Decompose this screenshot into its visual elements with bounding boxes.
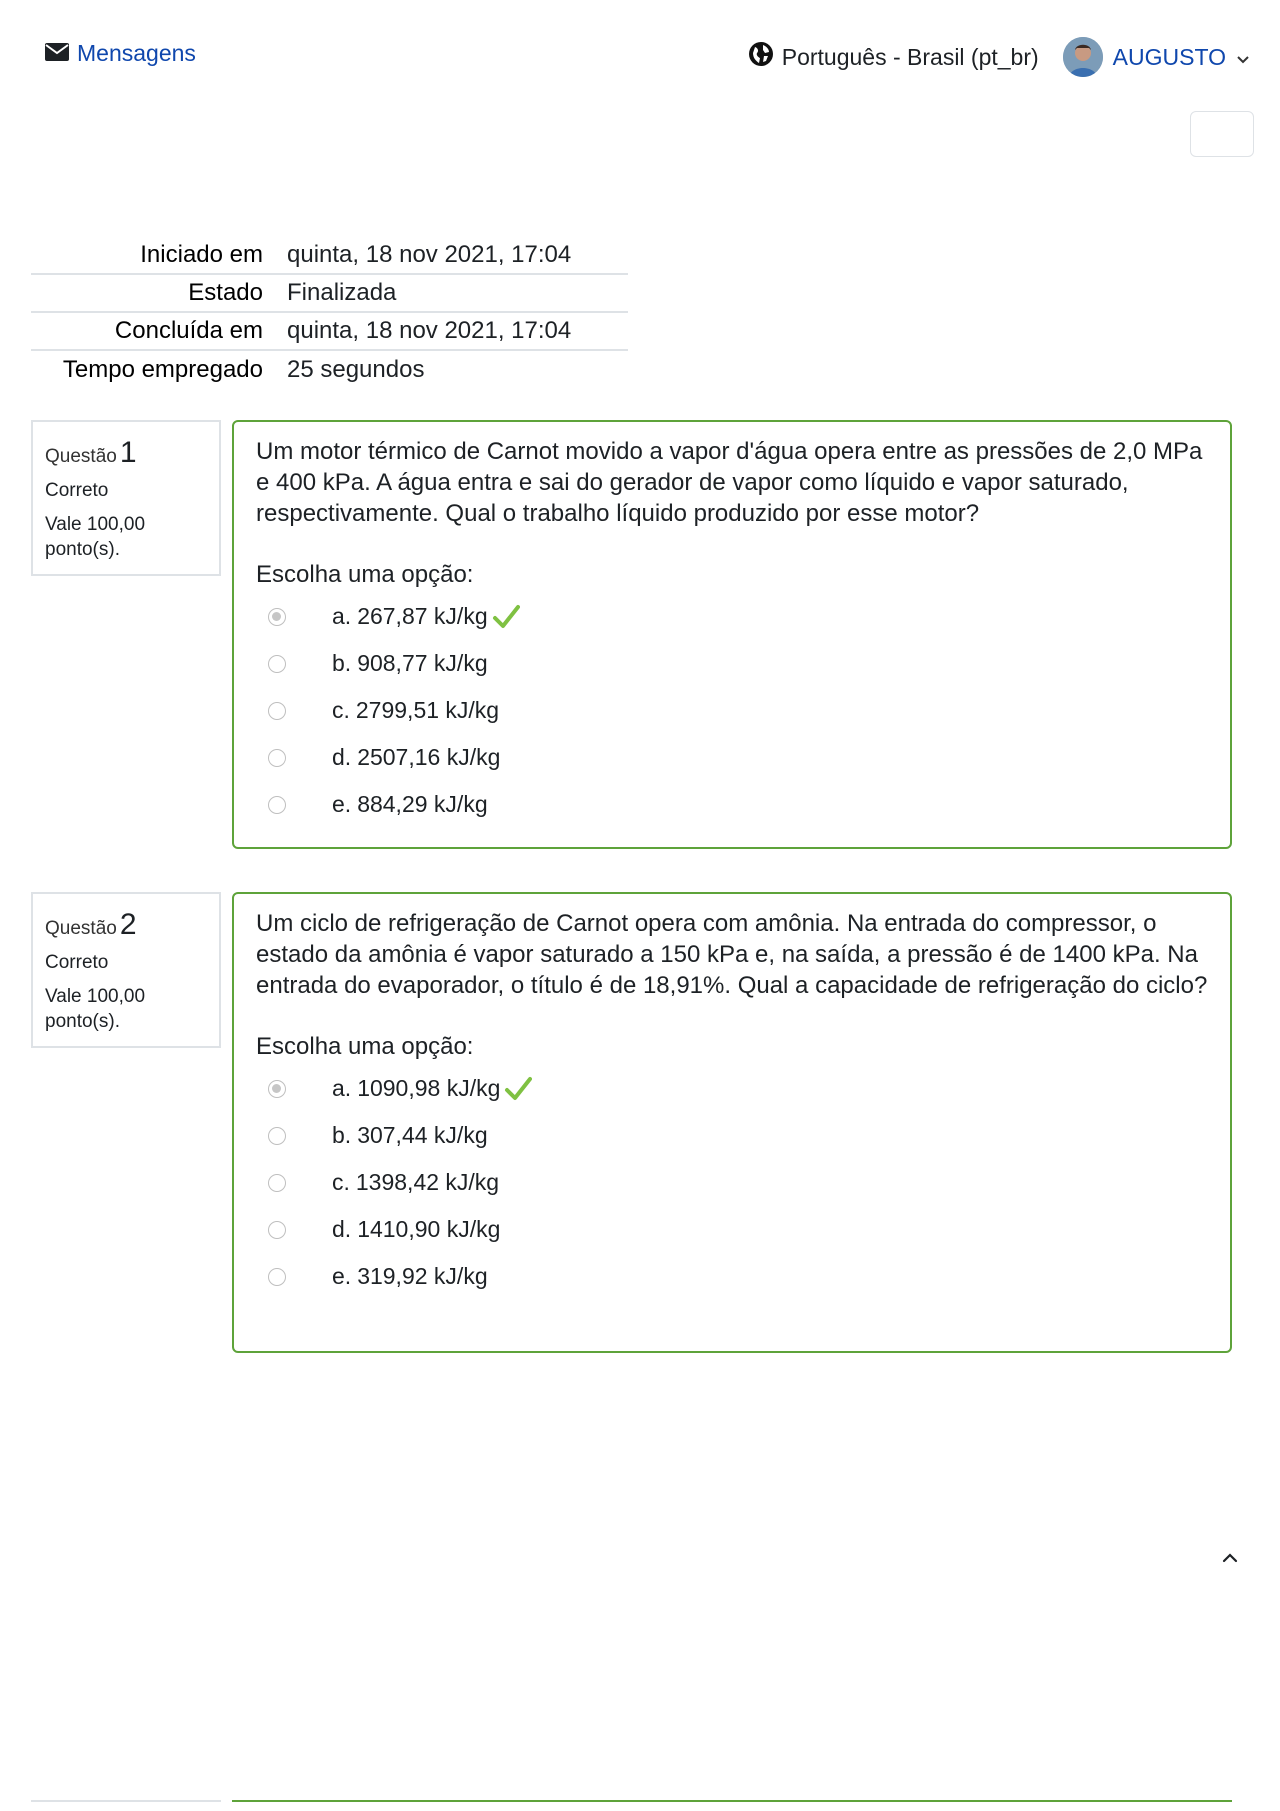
question-state: Correto bbox=[45, 952, 109, 973]
answer-option[interactable] bbox=[256, 781, 1208, 828]
answer-text: 1410,90 kJ/kg bbox=[357, 1216, 501, 1242]
answer-list bbox=[256, 593, 1208, 828]
messages-label: Mensagens bbox=[77, 40, 196, 66]
answer-option[interactable] bbox=[256, 1206, 1208, 1253]
chevron-up-icon bbox=[1219, 1556, 1241, 1573]
radio-button[interactable] bbox=[268, 1268, 286, 1286]
user-name: AUGUSTO bbox=[1112, 43, 1226, 70]
answer-text: 319,92 kJ/kg bbox=[357, 1263, 488, 1289]
block-drawer-button[interactable] bbox=[1190, 111, 1254, 157]
answer-option[interactable] bbox=[256, 1159, 1208, 1206]
radio-button[interactable] bbox=[268, 655, 286, 673]
question-2-content bbox=[232, 892, 1232, 1353]
radio-button[interactable] bbox=[268, 749, 286, 767]
answer-text: 2799,51 kJ/kg bbox=[355, 697, 500, 723]
next-question-content-edge bbox=[232, 1800, 1232, 1802]
answer-list bbox=[256, 1065, 1208, 1300]
summary-row-state bbox=[31, 274, 628, 312]
radio-button[interactable] bbox=[268, 1174, 286, 1192]
quiz-summary-table bbox=[31, 236, 628, 388]
summary-label: Concluída em bbox=[114, 317, 263, 344]
messages-link[interactable] bbox=[45, 40, 196, 67]
summary-value: quinta, 18 nov 2021, 17:04 bbox=[287, 317, 572, 344]
answer-prompt: Escolha uma opção: bbox=[256, 561, 474, 588]
answer-letter: a. bbox=[332, 1075, 352, 1101]
globe-icon bbox=[748, 41, 774, 73]
answer-text: 1090,98 kJ/kg bbox=[357, 1075, 501, 1101]
back-to-top-button[interactable] bbox=[1219, 1547, 1241, 1569]
summary-row-started bbox=[31, 236, 628, 274]
answer-text: 908,77 kJ/kg bbox=[357, 650, 488, 676]
answer-option[interactable] bbox=[256, 593, 1208, 640]
radio-button[interactable] bbox=[268, 796, 286, 814]
answer-letter: b. bbox=[332, 650, 352, 676]
question-2-info bbox=[31, 892, 221, 1048]
answer-option[interactable] bbox=[256, 640, 1208, 687]
radio-button-selected[interactable] bbox=[268, 1080, 286, 1098]
answer-prompt: Escolha uma opção: bbox=[256, 1033, 474, 1060]
answer-letter: c. bbox=[332, 697, 350, 723]
answer-letter: d. bbox=[332, 744, 352, 770]
summary-row-time-taken bbox=[31, 350, 628, 388]
question-grade: Vale 100,00 ponto(s). bbox=[45, 514, 146, 560]
answer-option[interactable] bbox=[256, 1065, 1208, 1112]
question-number: 2 bbox=[119, 908, 137, 941]
envelope-icon bbox=[45, 40, 69, 67]
summary-label: Estado bbox=[188, 279, 263, 306]
summary-label: Tempo empregado bbox=[62, 355, 263, 383]
summary-label: Iniciado em bbox=[140, 240, 263, 268]
answer-text: 2507,16 kJ/kg bbox=[357, 744, 501, 770]
summary-row-completed bbox=[31, 312, 628, 350]
checkmark-icon bbox=[492, 604, 520, 630]
question-state: Correto bbox=[45, 480, 109, 501]
answer-letter: c. bbox=[332, 1169, 350, 1195]
answer-letter: b. bbox=[332, 1122, 352, 1148]
answer-text: 884,29 kJ/kg bbox=[357, 791, 488, 817]
radio-button[interactable] bbox=[268, 1127, 286, 1145]
answer-option[interactable] bbox=[256, 687, 1208, 734]
answer-letter: e. bbox=[332, 791, 352, 817]
navbar-right bbox=[748, 36, 1250, 78]
radio-button[interactable] bbox=[268, 1221, 286, 1239]
question-1-content bbox=[232, 420, 1232, 849]
answer-text: 267,87 kJ/kg bbox=[357, 603, 488, 629]
question-label: Questão bbox=[45, 918, 117, 939]
answer-letter: d. bbox=[332, 1216, 352, 1242]
answer-letter: e. bbox=[332, 1263, 352, 1289]
checkmark-icon bbox=[504, 1076, 532, 1102]
radio-button[interactable] bbox=[268, 702, 286, 720]
summary-value: 25 segundos bbox=[287, 355, 425, 383]
question-grade: Vale 100,00 ponto(s). bbox=[45, 986, 146, 1032]
chevron-down-icon bbox=[1236, 44, 1250, 71]
language-label: Português - Brasil (pt_br) bbox=[781, 43, 1039, 70]
question-text: Um ciclo de refrigeração de Carnot opera com amônia. Na entrada do compressor, o estado da amônia é vapor saturado a 150 kPa e, na saída, a pressão é de 1400 kPa. Na entrada do evaporador, o título é de 18,91%. Qual a capacidade de refrigeração do ciclo? bbox=[256, 910, 1208, 999]
language-menu[interactable] bbox=[748, 41, 1039, 73]
summary-value: Finalizada bbox=[287, 279, 397, 306]
answer-text: 1398,42 kJ/kg bbox=[355, 1169, 500, 1195]
question-1-info bbox=[31, 420, 221, 576]
question-label: Questão bbox=[45, 446, 117, 467]
answer-option[interactable] bbox=[256, 1253, 1208, 1300]
next-question-info-edge bbox=[31, 1800, 221, 1802]
user-menu[interactable] bbox=[1063, 37, 1250, 77]
answer-text: 307,44 kJ/kg bbox=[357, 1122, 488, 1148]
answer-option[interactable] bbox=[256, 734, 1208, 781]
question-number: 1 bbox=[119, 436, 137, 469]
answer-letter: a. bbox=[332, 603, 352, 629]
question-text: Um motor térmico de Carnot movido a vapor d'água opera entre as pressões de 2,0 MPa e 400 kPa. A água entra e sai do gerador de vapor como líquido e vapor saturado, respectivamente. Qual o trabalho líquido produzido por esse motor? bbox=[256, 438, 1203, 527]
radio-button-selected[interactable] bbox=[268, 608, 286, 626]
answer-option[interactable] bbox=[256, 1112, 1208, 1159]
summary-value: quinta, 18 nov 2021, 17:04 bbox=[287, 240, 572, 268]
avatar bbox=[1063, 37, 1103, 77]
